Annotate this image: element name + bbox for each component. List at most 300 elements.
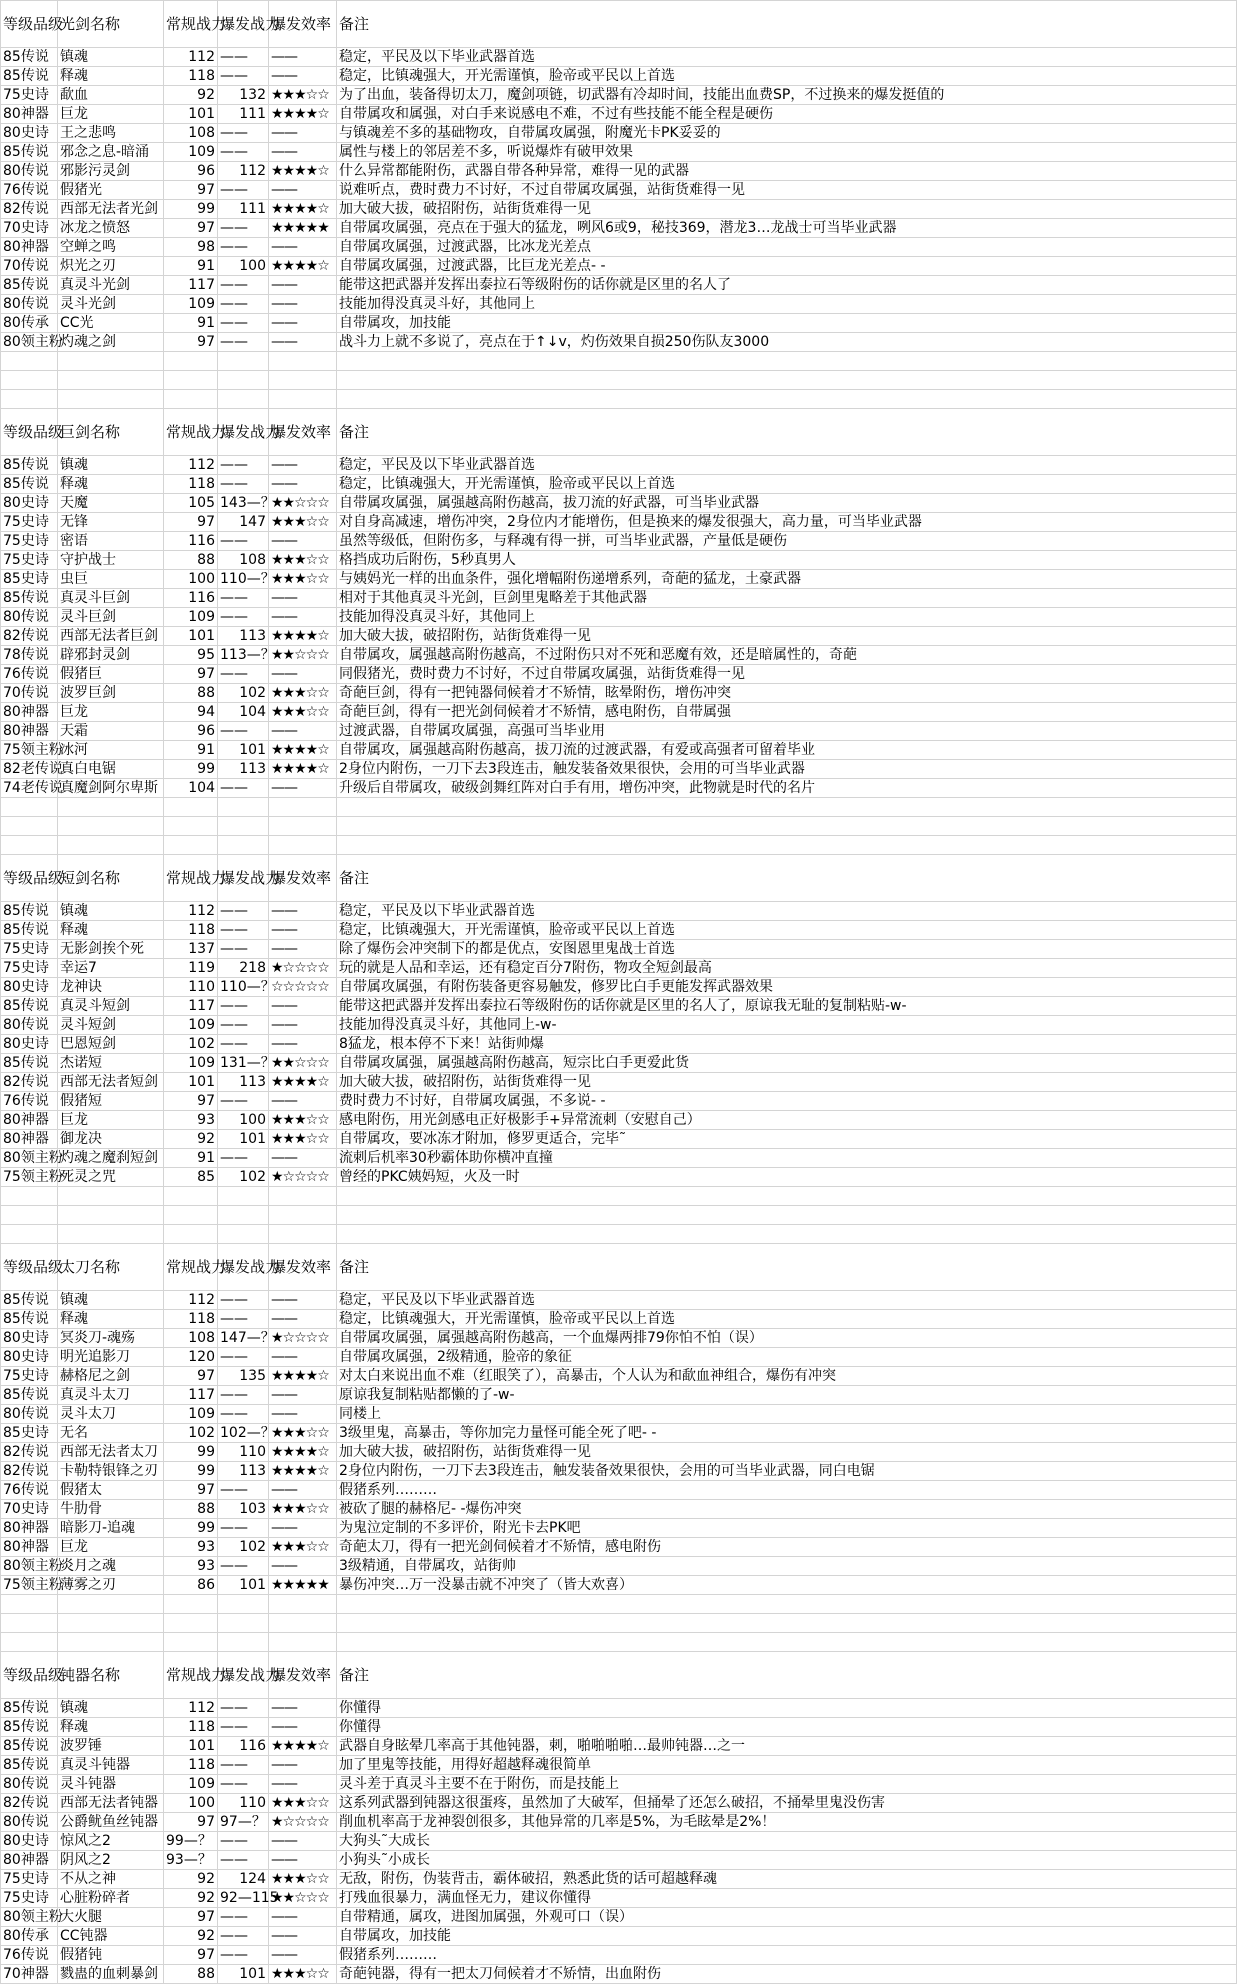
grade-cell[interactable]: 80传说 bbox=[1, 295, 58, 314]
empty-cell[interactable] bbox=[164, 1614, 218, 1633]
empty-cell[interactable] bbox=[269, 836, 337, 855]
normal-power-cell[interactable]: 92 bbox=[164, 1130, 218, 1149]
burst-power-cell[interactable]: 111 bbox=[218, 200, 269, 219]
name-cell[interactable]: 赫格尼之剑 bbox=[58, 1367, 164, 1386]
note-cell[interactable]: 自带属攻属强，属强越高附伤越高，拔刀流的好武器，可当毕业武器 bbox=[337, 494, 1237, 513]
grade-cell[interactable]: 82传说 bbox=[1, 1073, 58, 1092]
efficiency-cell[interactable]: —— bbox=[269, 1092, 337, 1111]
name-cell[interactable]: 炽光之刃 bbox=[58, 257, 164, 276]
normal-power-cell[interactable]: 91 bbox=[164, 741, 218, 760]
normal-power-cell[interactable]: 118 bbox=[164, 921, 218, 940]
efficiency-cell[interactable]: ★★☆☆☆ bbox=[269, 1889, 337, 1908]
efficiency-cell[interactable]: —— bbox=[269, 48, 337, 67]
normal-power-cell[interactable]: 109 bbox=[164, 608, 218, 627]
empty-cell[interactable] bbox=[218, 817, 269, 836]
normal-power-cell[interactable]: 101 bbox=[164, 1737, 218, 1756]
column-header[interactable]: 等级品级 bbox=[1, 855, 58, 902]
name-cell[interactable]: 守护战士 bbox=[58, 551, 164, 570]
burst-power-cell[interactable]: 101 bbox=[218, 1965, 269, 1984]
note-cell[interactable]: 3级精通，自带属攻，站街帅 bbox=[337, 1557, 1237, 1576]
column-header[interactable]: 备注 bbox=[337, 855, 1237, 902]
burst-power-cell[interactable]: 110 bbox=[218, 1443, 269, 1462]
note-cell[interactable]: 自带属攻属强，有附伤装备更容易触发，修罗比白手更能发挥武器效果 bbox=[337, 978, 1237, 997]
burst-power-cell[interactable]: 102 bbox=[218, 1168, 269, 1187]
name-cell[interactable]: 不从之神 bbox=[58, 1870, 164, 1889]
grade-cell[interactable]: 80传承 bbox=[1, 314, 58, 333]
empty-cell[interactable] bbox=[218, 836, 269, 855]
efficiency-cell[interactable]: —— bbox=[269, 1519, 337, 1538]
empty-cell[interactable] bbox=[58, 1595, 164, 1614]
efficiency-cell[interactable]: ★★★☆☆ bbox=[269, 1538, 337, 1557]
empty-cell[interactable] bbox=[218, 798, 269, 817]
grade-cell[interactable]: 85传说 bbox=[1, 1054, 58, 1073]
efficiency-cell[interactable]: ★★★☆☆ bbox=[269, 1111, 337, 1130]
burst-power-cell[interactable]: —— bbox=[218, 902, 269, 921]
note-cell[interactable]: 你懂得 bbox=[337, 1699, 1237, 1718]
empty-cell[interactable] bbox=[58, 817, 164, 836]
efficiency-cell[interactable]: —— bbox=[269, 333, 337, 352]
empty-cell[interactable] bbox=[218, 371, 269, 390]
grade-cell[interactable]: 80传说 bbox=[1, 1775, 58, 1794]
note-cell[interactable]: 同假猪光，费时费力不讨好，不过自带属攻属强，站街货难得一见 bbox=[337, 665, 1237, 684]
name-cell[interactable]: 冥炎刀-魂殇 bbox=[58, 1329, 164, 1348]
grade-cell[interactable]: 85传说 bbox=[1, 276, 58, 295]
burst-power-cell[interactable]: —— bbox=[218, 1035, 269, 1054]
name-cell[interactable]: 杰诺短 bbox=[58, 1054, 164, 1073]
column-header[interactable]: 备注 bbox=[337, 1652, 1237, 1699]
name-cell[interactable]: 阴风之2 bbox=[58, 1851, 164, 1870]
efficiency-cell[interactable]: ★★★★☆ bbox=[269, 200, 337, 219]
empty-cell[interactable] bbox=[58, 798, 164, 817]
grade-cell[interactable]: 80传说 bbox=[1, 1813, 58, 1832]
name-cell[interactable]: 镇魂 bbox=[58, 1699, 164, 1718]
burst-power-cell[interactable]: —— bbox=[218, 779, 269, 798]
efficiency-cell[interactable]: —— bbox=[269, 1946, 337, 1965]
grade-cell[interactable]: 75史诗 bbox=[1, 1889, 58, 1908]
empty-cell[interactable] bbox=[1, 1206, 58, 1225]
column-header[interactable]: 等级品级 bbox=[1, 409, 58, 456]
efficiency-cell[interactable]: —— bbox=[269, 143, 337, 162]
normal-power-cell[interactable]: 99 bbox=[164, 1443, 218, 1462]
burst-power-cell[interactable]: —— bbox=[218, 1756, 269, 1775]
grade-cell[interactable]: 75领主粉 bbox=[1, 741, 58, 760]
name-cell[interactable]: 灵斗巨剑 bbox=[58, 608, 164, 627]
name-cell[interactable]: 释魂 bbox=[58, 1310, 164, 1329]
column-header[interactable]: 爆发效率 bbox=[269, 855, 337, 902]
name-cell[interactable]: 无影剑挨个死 bbox=[58, 940, 164, 959]
empty-cell[interactable] bbox=[164, 1206, 218, 1225]
burst-power-cell[interactable]: —— bbox=[218, 295, 269, 314]
empty-cell[interactable] bbox=[58, 1206, 164, 1225]
grade-cell[interactable]: 82传说 bbox=[1, 1443, 58, 1462]
normal-power-cell[interactable]: 120 bbox=[164, 1348, 218, 1367]
note-cell[interactable]: 为鬼泣定制的不多评价，附光卡去PK吧 bbox=[337, 1519, 1237, 1538]
grade-cell[interactable]: 82传说 bbox=[1, 627, 58, 646]
name-cell[interactable]: 假猪光 bbox=[58, 181, 164, 200]
note-cell[interactable]: 奇葩太刀，得有一把光剑伺候着才不矫情，感电附伤 bbox=[337, 1538, 1237, 1557]
normal-power-cell[interactable]: 117 bbox=[164, 997, 218, 1016]
column-header[interactable]: 备注 bbox=[337, 1, 1237, 48]
grade-cell[interactable]: 80史诗 bbox=[1, 978, 58, 997]
note-cell[interactable]: 2身位内附伤，一刀下去3段连击，触发装备效果很快，会用的可当毕业武器 bbox=[337, 760, 1237, 779]
burst-power-cell[interactable]: 110—？ bbox=[218, 570, 269, 589]
name-cell[interactable]: 真魔剑阿尔卑斯 bbox=[58, 779, 164, 798]
note-cell[interactable]: 自带属攻属强，属强越高附伤越高，短宗比白手更爱此货 bbox=[337, 1054, 1237, 1073]
efficiency-cell[interactable]: —— bbox=[269, 181, 337, 200]
name-cell[interactable]: 西部无法者巨剑 bbox=[58, 627, 164, 646]
name-cell[interactable]: 牛肋骨 bbox=[58, 1500, 164, 1519]
note-cell[interactable]: 稳定，比镇魂强大，开光需谨慎，脸帝或平民以上首选 bbox=[337, 475, 1237, 494]
name-cell[interactable]: 巴恩短剑 bbox=[58, 1035, 164, 1054]
name-cell[interactable]: 巨龙 bbox=[58, 1111, 164, 1130]
grade-cell[interactable]: 70史诗 bbox=[1, 1500, 58, 1519]
burst-power-cell[interactable]: 100 bbox=[218, 1111, 269, 1130]
efficiency-cell[interactable]: ★☆☆☆☆ bbox=[269, 1329, 337, 1348]
column-header[interactable]: 爆发效率 bbox=[269, 1244, 337, 1291]
efficiency-cell[interactable]: —— bbox=[269, 295, 337, 314]
normal-power-cell[interactable]: 99 bbox=[164, 1519, 218, 1538]
efficiency-cell[interactable]: —— bbox=[269, 1699, 337, 1718]
grade-cell[interactable]: 85史诗 bbox=[1, 570, 58, 589]
empty-cell[interactable] bbox=[1, 817, 58, 836]
burst-power-cell[interactable]: 113 bbox=[218, 1073, 269, 1092]
column-header[interactable]: 等级品级 bbox=[1, 1652, 58, 1699]
name-cell[interactable]: 密语 bbox=[58, 532, 164, 551]
empty-cell[interactable] bbox=[164, 390, 218, 409]
name-cell[interactable]: 巨龙 bbox=[58, 105, 164, 124]
column-header[interactable]: 爆发战力 bbox=[218, 1244, 269, 1291]
name-cell[interactable]: 真灵斗太刀 bbox=[58, 1386, 164, 1405]
efficiency-cell[interactable]: —— bbox=[269, 238, 337, 257]
note-cell[interactable]: 技能加得没真灵斗好，其他同上 bbox=[337, 295, 1237, 314]
burst-power-cell[interactable]: 143—？ bbox=[218, 494, 269, 513]
burst-power-cell[interactable]: 113—？ bbox=[218, 646, 269, 665]
efficiency-cell[interactable]: —— bbox=[269, 1291, 337, 1310]
note-cell[interactable]: 3级里鬼，高暴击，等你加完力量怪可能全死了吧- - bbox=[337, 1424, 1237, 1443]
burst-power-cell[interactable]: 102—？ bbox=[218, 1424, 269, 1443]
empty-cell[interactable] bbox=[1, 836, 58, 855]
empty-cell[interactable] bbox=[164, 1187, 218, 1206]
name-cell[interactable]: 西部无法者太刀 bbox=[58, 1443, 164, 1462]
burst-power-cell[interactable]: —— bbox=[218, 1092, 269, 1111]
efficiency-cell[interactable]: —— bbox=[269, 1832, 337, 1851]
note-cell[interactable]: 稳定，比镇魂强大，开光需谨慎，脸帝或平民以上首选 bbox=[337, 67, 1237, 86]
efficiency-cell[interactable]: —— bbox=[269, 997, 337, 1016]
note-cell[interactable]: 能带这把武器并发挥出泰拉石等级附伤的话你就是区里的名人了 bbox=[337, 276, 1237, 295]
efficiency-cell[interactable]: ★★★☆☆ bbox=[269, 86, 337, 105]
column-header[interactable]: 备注 bbox=[337, 1244, 1237, 1291]
normal-power-cell[interactable]: 110 bbox=[164, 978, 218, 997]
name-cell[interactable]: 戮蛊的血刺暴剑 bbox=[58, 1965, 164, 1984]
normal-power-cell[interactable]: 109 bbox=[164, 143, 218, 162]
empty-cell[interactable] bbox=[1, 1225, 58, 1244]
note-cell[interactable]: 自带属攻属强，属强越高附伤越高，一个血爆两排79你怕不怕（误） bbox=[337, 1329, 1237, 1348]
name-cell[interactable]: 假猪巨 bbox=[58, 665, 164, 684]
burst-power-cell[interactable]: —— bbox=[218, 48, 269, 67]
note-cell[interactable]: 这系列武器到钝器这很蛋疼，虽然加了大破军，但捅晕了还怎么破招，不捅晕里鬼没伤害 bbox=[337, 1794, 1237, 1813]
note-cell[interactable]: 暴伤冲突…万一没暴击就不冲突了（皆大欢喜） bbox=[337, 1576, 1237, 1595]
note-cell[interactable]: 打残血很暴力，满血怪无力，建议你懂得 bbox=[337, 1889, 1237, 1908]
name-cell[interactable]: 公爵鱿鱼丝钝器 bbox=[58, 1813, 164, 1832]
burst-power-cell[interactable]: —— bbox=[218, 1149, 269, 1168]
grade-cell[interactable]: 80传说 bbox=[1, 1405, 58, 1424]
efficiency-cell[interactable]: ★★★★☆ bbox=[269, 1443, 337, 1462]
grade-cell[interactable]: 85传说 bbox=[1, 1718, 58, 1737]
column-header[interactable]: 光剑名称 bbox=[58, 1, 164, 48]
efficiency-cell[interactable]: —— bbox=[269, 475, 337, 494]
note-cell[interactable]: 费时费力不讨好，自带属攻属强，不多说- - bbox=[337, 1092, 1237, 1111]
burst-power-cell[interactable]: —— bbox=[218, 67, 269, 86]
efficiency-cell[interactable]: —— bbox=[269, 608, 337, 627]
efficiency-cell[interactable]: —— bbox=[269, 722, 337, 741]
burst-power-cell[interactable]: —— bbox=[218, 143, 269, 162]
note-cell[interactable]: 技能加得没真灵斗好，其他同上-w- bbox=[337, 1016, 1237, 1035]
note-cell[interactable]: 假猪系列……… bbox=[337, 1481, 1237, 1500]
name-cell[interactable]: 薄雾之刃 bbox=[58, 1576, 164, 1595]
empty-cell[interactable] bbox=[269, 371, 337, 390]
column-header[interactable]: 爆发战力 bbox=[218, 1652, 269, 1699]
normal-power-cell[interactable]: 118 bbox=[164, 67, 218, 86]
name-cell[interactable]: 灼魂之魔刹短剑 bbox=[58, 1149, 164, 1168]
efficiency-cell[interactable]: ★★★☆☆ bbox=[269, 1500, 337, 1519]
normal-power-cell[interactable]: 99 bbox=[164, 200, 218, 219]
grade-cell[interactable]: 80神器 bbox=[1, 703, 58, 722]
empty-cell[interactable] bbox=[337, 836, 1237, 855]
note-cell[interactable]: 自带属攻，属强越高附伤越高，拔刀流的过渡武器，有爱或高强者可留着毕业 bbox=[337, 741, 1237, 760]
note-cell[interactable]: 无敌，附伤，伪装背击，霸体破招，熟悉此货的话可超越释魂 bbox=[337, 1870, 1237, 1889]
name-cell[interactable]: 假猪钝 bbox=[58, 1946, 164, 1965]
note-cell[interactable]: 除了爆伤会冲突制下的都是优点，安图恩里鬼战士首选 bbox=[337, 940, 1237, 959]
burst-power-cell[interactable]: —— bbox=[218, 1927, 269, 1946]
note-cell[interactable]: 自带属攻属强，过渡武器，比冰龙光差点 bbox=[337, 238, 1237, 257]
name-cell[interactable]: 无名 bbox=[58, 1424, 164, 1443]
normal-power-cell[interactable]: 88 bbox=[164, 684, 218, 703]
column-header[interactable]: 爆发战力 bbox=[218, 409, 269, 456]
empty-cell[interactable] bbox=[58, 1187, 164, 1206]
grade-cell[interactable]: 76传说 bbox=[1, 1092, 58, 1111]
empty-cell[interactable] bbox=[269, 1595, 337, 1614]
empty-cell[interactable] bbox=[269, 1225, 337, 1244]
normal-power-cell[interactable]: 98 bbox=[164, 238, 218, 257]
name-cell[interactable]: 真灵斗巨剑 bbox=[58, 589, 164, 608]
name-cell[interactable]: 释魂 bbox=[58, 921, 164, 940]
name-cell[interactable]: 惊风之2 bbox=[58, 1832, 164, 1851]
column-header[interactable]: 常规战力 bbox=[164, 1652, 218, 1699]
normal-power-cell[interactable]: 95 bbox=[164, 646, 218, 665]
grade-cell[interactable]: 80传说 bbox=[1, 1016, 58, 1035]
column-header[interactable]: 等级品级 bbox=[1, 1, 58, 48]
grade-cell[interactable]: 70传说 bbox=[1, 684, 58, 703]
burst-power-cell[interactable]: —— bbox=[218, 940, 269, 959]
efficiency-cell[interactable]: ★★★★☆ bbox=[269, 1462, 337, 1481]
name-cell[interactable]: 炎月之魂 bbox=[58, 1557, 164, 1576]
normal-power-cell[interactable]: 102 bbox=[164, 1035, 218, 1054]
efficiency-cell[interactable]: ★★★☆☆ bbox=[269, 1870, 337, 1889]
grade-cell[interactable]: 80领主粉 bbox=[1, 1149, 58, 1168]
note-cell[interactable]: 属性与楼上的邻居差不多，听说爆炸有破甲效果 bbox=[337, 143, 1237, 162]
grade-cell[interactable]: 76传说 bbox=[1, 181, 58, 200]
empty-cell[interactable] bbox=[337, 1206, 1237, 1225]
normal-power-cell[interactable]: 116 bbox=[164, 589, 218, 608]
note-cell[interactable]: 格挡成功后附伤，5秒真男人 bbox=[337, 551, 1237, 570]
efficiency-cell[interactable]: ★★★★☆ bbox=[269, 1367, 337, 1386]
empty-cell[interactable] bbox=[58, 1633, 164, 1652]
empty-cell[interactable] bbox=[218, 1187, 269, 1206]
grade-cell[interactable]: 80史诗 bbox=[1, 1348, 58, 1367]
normal-power-cell[interactable]: 109 bbox=[164, 1054, 218, 1073]
grade-cell[interactable]: 75领主粉 bbox=[1, 1576, 58, 1595]
burst-power-cell[interactable]: 147—？ bbox=[218, 1329, 269, 1348]
grade-cell[interactable]: 80神器 bbox=[1, 238, 58, 257]
grade-cell[interactable]: 80领主粉 bbox=[1, 1557, 58, 1576]
burst-power-cell[interactable]: 101 bbox=[218, 1576, 269, 1595]
efficiency-cell[interactable]: —— bbox=[269, 665, 337, 684]
efficiency-cell[interactable]: ★★★★☆ bbox=[269, 162, 337, 181]
grade-cell[interactable]: 82传说 bbox=[1, 200, 58, 219]
name-cell[interactable]: 镇魂 bbox=[58, 902, 164, 921]
column-header[interactable]: 爆发战力 bbox=[218, 1, 269, 48]
burst-power-cell[interactable]: —— bbox=[218, 276, 269, 295]
grade-cell[interactable]: 80史诗 bbox=[1, 1832, 58, 1851]
name-cell[interactable]: 心脏粉碎者 bbox=[58, 1889, 164, 1908]
name-cell[interactable]: 天魔 bbox=[58, 494, 164, 513]
normal-power-cell[interactable]: 91 bbox=[164, 1149, 218, 1168]
normal-power-cell[interactable]: 97 bbox=[164, 665, 218, 684]
efficiency-cell[interactable]: —— bbox=[269, 1718, 337, 1737]
efficiency-cell[interactable]: —— bbox=[269, 1481, 337, 1500]
empty-cell[interactable] bbox=[218, 1595, 269, 1614]
burst-power-cell[interactable]: —— bbox=[218, 1519, 269, 1538]
column-header[interactable]: 巨剑名称 bbox=[58, 409, 164, 456]
efficiency-cell[interactable]: —— bbox=[269, 1149, 337, 1168]
normal-power-cell[interactable]: 118 bbox=[164, 1718, 218, 1737]
name-cell[interactable]: 大火腿 bbox=[58, 1908, 164, 1927]
normal-power-cell[interactable]: 101 bbox=[164, 627, 218, 646]
normal-power-cell[interactable]: 105 bbox=[164, 494, 218, 513]
efficiency-cell[interactable]: ★★★☆☆ bbox=[269, 703, 337, 722]
name-cell[interactable]: 龙神诀 bbox=[58, 978, 164, 997]
empty-cell[interactable] bbox=[218, 1225, 269, 1244]
name-cell[interactable]: 辟邪封灵剑 bbox=[58, 646, 164, 665]
normal-power-cell[interactable]: 101 bbox=[164, 1073, 218, 1092]
column-header[interactable]: 太刀名称 bbox=[58, 1244, 164, 1291]
note-cell[interactable]: 自带属攻和属强，对白手来说感电不难，不过有些技能不能全程是硬伤 bbox=[337, 105, 1237, 124]
burst-power-cell[interactable]: —— bbox=[218, 1775, 269, 1794]
normal-power-cell[interactable]: 99 bbox=[164, 760, 218, 779]
grade-cell[interactable]: 85传说 bbox=[1, 1386, 58, 1405]
empty-cell[interactable] bbox=[1, 371, 58, 390]
grade-cell[interactable]: 80神器 bbox=[1, 1851, 58, 1870]
name-cell[interactable]: 明光追影刀 bbox=[58, 1348, 164, 1367]
normal-power-cell[interactable]: 93 bbox=[164, 1557, 218, 1576]
efficiency-cell[interactable]: ★★★☆☆ bbox=[269, 1965, 337, 1984]
note-cell[interactable]: 你懂得 bbox=[337, 1718, 1237, 1737]
name-cell[interactable]: 灵斗光剑 bbox=[58, 295, 164, 314]
empty-cell[interactable] bbox=[218, 390, 269, 409]
normal-power-cell[interactable]: 116 bbox=[164, 532, 218, 551]
normal-power-cell[interactable]: 137 bbox=[164, 940, 218, 959]
normal-power-cell[interactable]: 102 bbox=[164, 1424, 218, 1443]
name-cell[interactable]: 冰龙之愤怒 bbox=[58, 219, 164, 238]
grade-cell[interactable]: 78传说 bbox=[1, 646, 58, 665]
note-cell[interactable]: 对太白来说出血不难（红眼笑了），高暴击，个人认为和歃血神组合，爆伤有冲突 bbox=[337, 1367, 1237, 1386]
name-cell[interactable]: 西部无法者光剑 bbox=[58, 200, 164, 219]
column-header[interactable]: 常规战力 bbox=[164, 855, 218, 902]
name-cell[interactable]: 释魂 bbox=[58, 67, 164, 86]
empty-cell[interactable] bbox=[164, 371, 218, 390]
name-cell[interactable]: 镇魂 bbox=[58, 48, 164, 67]
grade-cell[interactable]: 82传说 bbox=[1, 1462, 58, 1481]
grade-cell[interactable]: 76传说 bbox=[1, 1481, 58, 1500]
efficiency-cell[interactable]: ★★★☆☆ bbox=[269, 684, 337, 703]
empty-cell[interactable] bbox=[1, 1187, 58, 1206]
column-header[interactable]: 爆发效率 bbox=[269, 409, 337, 456]
note-cell[interactable]: 玩的就是人品和幸运，还有稳定百分7附伤，物攻全短剑最高 bbox=[337, 959, 1237, 978]
normal-power-cell[interactable]: 88 bbox=[164, 551, 218, 570]
column-header[interactable]: 等级品级 bbox=[1, 1244, 58, 1291]
empty-cell[interactable] bbox=[164, 1225, 218, 1244]
normal-power-cell[interactable]: 100 bbox=[164, 1794, 218, 1813]
burst-power-cell[interactable]: —— bbox=[218, 1557, 269, 1576]
efficiency-cell[interactable]: —— bbox=[269, 1927, 337, 1946]
burst-power-cell[interactable]: —— bbox=[218, 921, 269, 940]
grade-cell[interactable]: 80史诗 bbox=[1, 124, 58, 143]
note-cell[interactable]: 稳定，平民及以下毕业武器首选 bbox=[337, 48, 1237, 67]
empty-cell[interactable] bbox=[164, 1595, 218, 1614]
burst-power-cell[interactable]: —— bbox=[218, 997, 269, 1016]
grade-cell[interactable]: 70传说 bbox=[1, 257, 58, 276]
grade-cell[interactable]: 80传说 bbox=[1, 162, 58, 181]
normal-power-cell[interactable]: 91 bbox=[164, 314, 218, 333]
empty-cell[interactable] bbox=[337, 352, 1237, 371]
name-cell[interactable]: 死灵之咒 bbox=[58, 1168, 164, 1187]
note-cell[interactable]: 奇葩巨剑，得有一把钝器伺候着才不矫情，眩晕附伤，增伤冲突 bbox=[337, 684, 1237, 703]
normal-power-cell[interactable]: 86 bbox=[164, 1576, 218, 1595]
name-cell[interactable]: 冰河 bbox=[58, 741, 164, 760]
efficiency-cell[interactable]: —— bbox=[269, 314, 337, 333]
column-header[interactable]: 备注 bbox=[337, 409, 1237, 456]
burst-power-cell[interactable]: —— bbox=[218, 1851, 269, 1870]
empty-cell[interactable] bbox=[58, 1225, 164, 1244]
burst-power-cell[interactable]: —— bbox=[218, 181, 269, 200]
empty-cell[interactable] bbox=[269, 798, 337, 817]
efficiency-cell[interactable]: —— bbox=[269, 1386, 337, 1405]
column-header[interactable]: 常规战力 bbox=[164, 1244, 218, 1291]
note-cell[interactable]: 假猪系列……… bbox=[337, 1946, 1237, 1965]
name-cell[interactable]: 释魂 bbox=[58, 475, 164, 494]
normal-power-cell[interactable]: 93 bbox=[164, 1538, 218, 1557]
grade-cell[interactable]: 75史诗 bbox=[1, 86, 58, 105]
normal-power-cell[interactable]: 97 bbox=[164, 333, 218, 352]
burst-power-cell[interactable]: 101 bbox=[218, 1130, 269, 1149]
name-cell[interactable]: 虫巨 bbox=[58, 570, 164, 589]
note-cell[interactable]: 战斗力上就不多说了，亮点在于↑↓v，灼伤效果自损250伤队友3000 bbox=[337, 333, 1237, 352]
efficiency-cell[interactable]: ★★★☆☆ bbox=[269, 1424, 337, 1443]
efficiency-cell[interactable]: —— bbox=[269, 456, 337, 475]
column-header[interactable]: 爆发效率 bbox=[269, 1652, 337, 1699]
empty-cell[interactable] bbox=[269, 390, 337, 409]
grade-cell[interactable]: 85传说 bbox=[1, 997, 58, 1016]
burst-power-cell[interactable]: —— bbox=[218, 1405, 269, 1424]
normal-power-cell[interactable]: 109 bbox=[164, 295, 218, 314]
grade-cell[interactable]: 85传说 bbox=[1, 921, 58, 940]
burst-power-cell[interactable]: 111 bbox=[218, 105, 269, 124]
note-cell[interactable]: 什么异常都能附伤，武器自带各种异常，难得一见的武器 bbox=[337, 162, 1237, 181]
note-cell[interactable]: 稳定，平民及以下毕业武器首选 bbox=[337, 902, 1237, 921]
burst-power-cell[interactable]: 147 bbox=[218, 513, 269, 532]
grade-cell[interactable]: 75史诗 bbox=[1, 940, 58, 959]
grade-cell[interactable]: 80神器 bbox=[1, 1519, 58, 1538]
